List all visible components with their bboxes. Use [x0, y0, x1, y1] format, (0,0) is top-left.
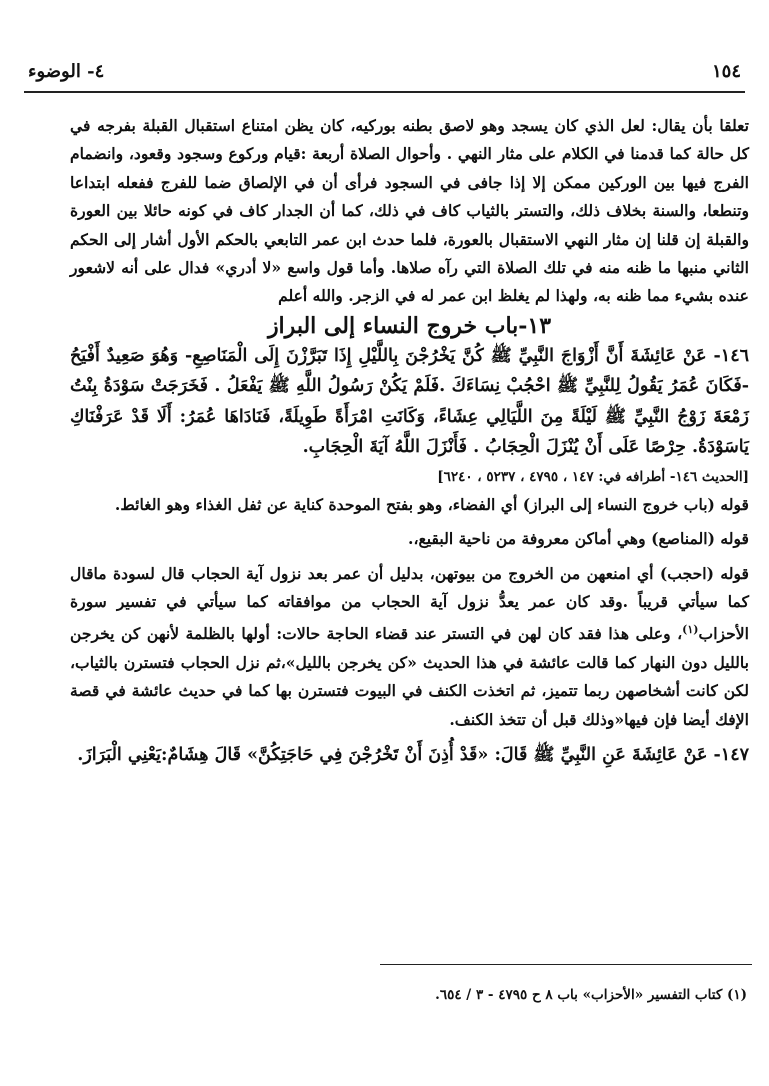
commentary-text: (المناصع) وهي أماكن معروفة من ناحية البقيع،. — [408, 529, 721, 549]
commentary-text: (باب خروج النساء إلى البراز) أي الفضاء، وهو بفتح الموحدة كناية عن ثفل الغذاء وهو الغائط. — [114, 494, 721, 514]
hadith-147: ١٤٧- عَنْ عَائِشَةَ عَنِ النَّبِيِّ ﷺ قَالَ: «قَدْ أُذِنَ أَنْ تَخْرُجْنَ فِي حَاجَتِكُنَّ» قَالَ هِشَامٌ:يَعْنِي الْبَرَازَ. — [77, 745, 749, 766]
commentary-text: (احجب) أي امنعهن من الخروج من بيوتهن، بدليل أن عمر بعد نزول آية الحجاب قال لسودة ماقال كما سيأتي قريباً .وقد كان عمر يعدُّ نزول آية الحجاب من موافقاته كما سيأتي في تفسير سورة الأحزاب — [70, 563, 749, 644]
header-rule — [24, 91, 745, 93]
chapter-title: ١٣-باب خروج النساء إلى البراز — [267, 312, 552, 339]
hadith-146: ١٤٦- عَنْ عَائِشَةَ أَنَّ أَزْوَاجَ النَّبِيِّ ﷺ كُنَّ يَخْرُجْنَ بِاللَّيْلِ إِذَا تَبَرَّزْنَ إِلَى الْمَنَاصِعِ- وَهُوَ صَعِيدٌ أَفْيَحُ -فَكَانَ عُمَرُ يَقُولُ لِلنَّبِيِّ ﷺ احْجُبْ نِسَاءَكَ .فَلَمْ يَكُنْ رَسُولُ اللَّهِ ﷺ يَفْعَلُ . فَخَرَجَتْ سَوْدَةُ بِنْتُ زَمْعَةَ زَوْجُ النَّبِيِّ ﷺ لَيْلَةً مِنَ اللَّيَالِي عِشَاءً، وَكَانَتِ امْرَأَةً طَوِيلَةً، فَنَادَاهَا عُمَرُ: أَلَا قَدْ عَرَفْنَاكِ يَاسَوْدَةُ. حِرْصًا عَلَى أَنْ يُنْزَلَ الْحِجَابُ . فَأَنْزَلَ اللَّهُ آيَةَ الْحِجَابِ. — [70, 345, 749, 458]
footnote-rule — [380, 964, 752, 965]
hadith-146-reference: [الحديث ١٤٦- أطرافه في: ١٤٧ ، ٤٧٩٥ ، ٥٢٣٧ ، ٦٢٤٠] — [437, 468, 749, 485]
page-number: ١٥٤ — [711, 60, 741, 82]
footnote: (١) كتاب التفسير «الأحزاب» باب ٨ ح ٤٧٩٥ - ٣ / ٦٥٤. — [435, 986, 747, 1003]
commentary-continuation: ، وعلى هذا فقد كان لهن في التستر عند قضاء الحاجة حالات: أولها بالظلمة لأنهن كن يخرجن بالليل دون النهار كما قالت عائشة في هذا الحديث «كن يخرجن بالليل»،ثم نزل الحجاب فتسترن بالثياب، لكن كانت أشخاصهن ربما تتميز، ثم اتخذت الكنف في البيوت فتسترن بها كما في حديث عائشة في قصة الإفك أيضا فإن فيها«وذلك قبل أن تتخذ الكنف. — [70, 624, 749, 729]
page-body — [70, 112, 749, 771]
commentary-ihjub — [70, 560, 749, 735]
footnote-marker[interactable]: (١) — [682, 623, 699, 637]
section-title: ٤- الوضوء — [28, 60, 105, 82]
page-header — [28, 56, 741, 86]
intro-paragraph: تعلقا بأن يقال: لعل الذي كان يسجد وهو لاصق بطنه بوركيه، كان يظن امتناع استقبال القبلة بفرجه في كل حالة كما قدمنا في الكلام على مثار النهي . وأحوال الصلاة أربعة :قيام وركوع وسجود وقعود، وانضمام الفرج فيها بين الوركين ممكن إلا إذا جافى في السجود فرأى أن في الإلصاق ضما للفرج ففعله ابتداعا وتنطعا، والسنة بخلاف ذلك، والتستر بالثياب كاف في ذلك، كما أن الجدار كاف في كونه حائلا بين العورة والقبلة إن قلنا إن مثار النهي الاستقبال بالعورة، فلما حدث ابن عمر التابعي بالحكم الأول أشار إلى الحكم الثاني منبها ما ظنه منه في تلك الصلاة التي رآه صلاها. وأما قول واسع «لا أدري» فدال على أنه لاشعور عنده بشيء مما ظنه به، ولهذا لم يغلظ ابن عمر له في الزجر. والله أعلم — [70, 116, 749, 306]
commentary-manasi — [70, 525, 749, 553]
commentary-baab — [70, 491, 749, 519]
commentary-label: قوله — [720, 529, 749, 549]
commentary-label: قوله — [720, 494, 749, 514]
commentary-label: قوله — [720, 563, 749, 583]
